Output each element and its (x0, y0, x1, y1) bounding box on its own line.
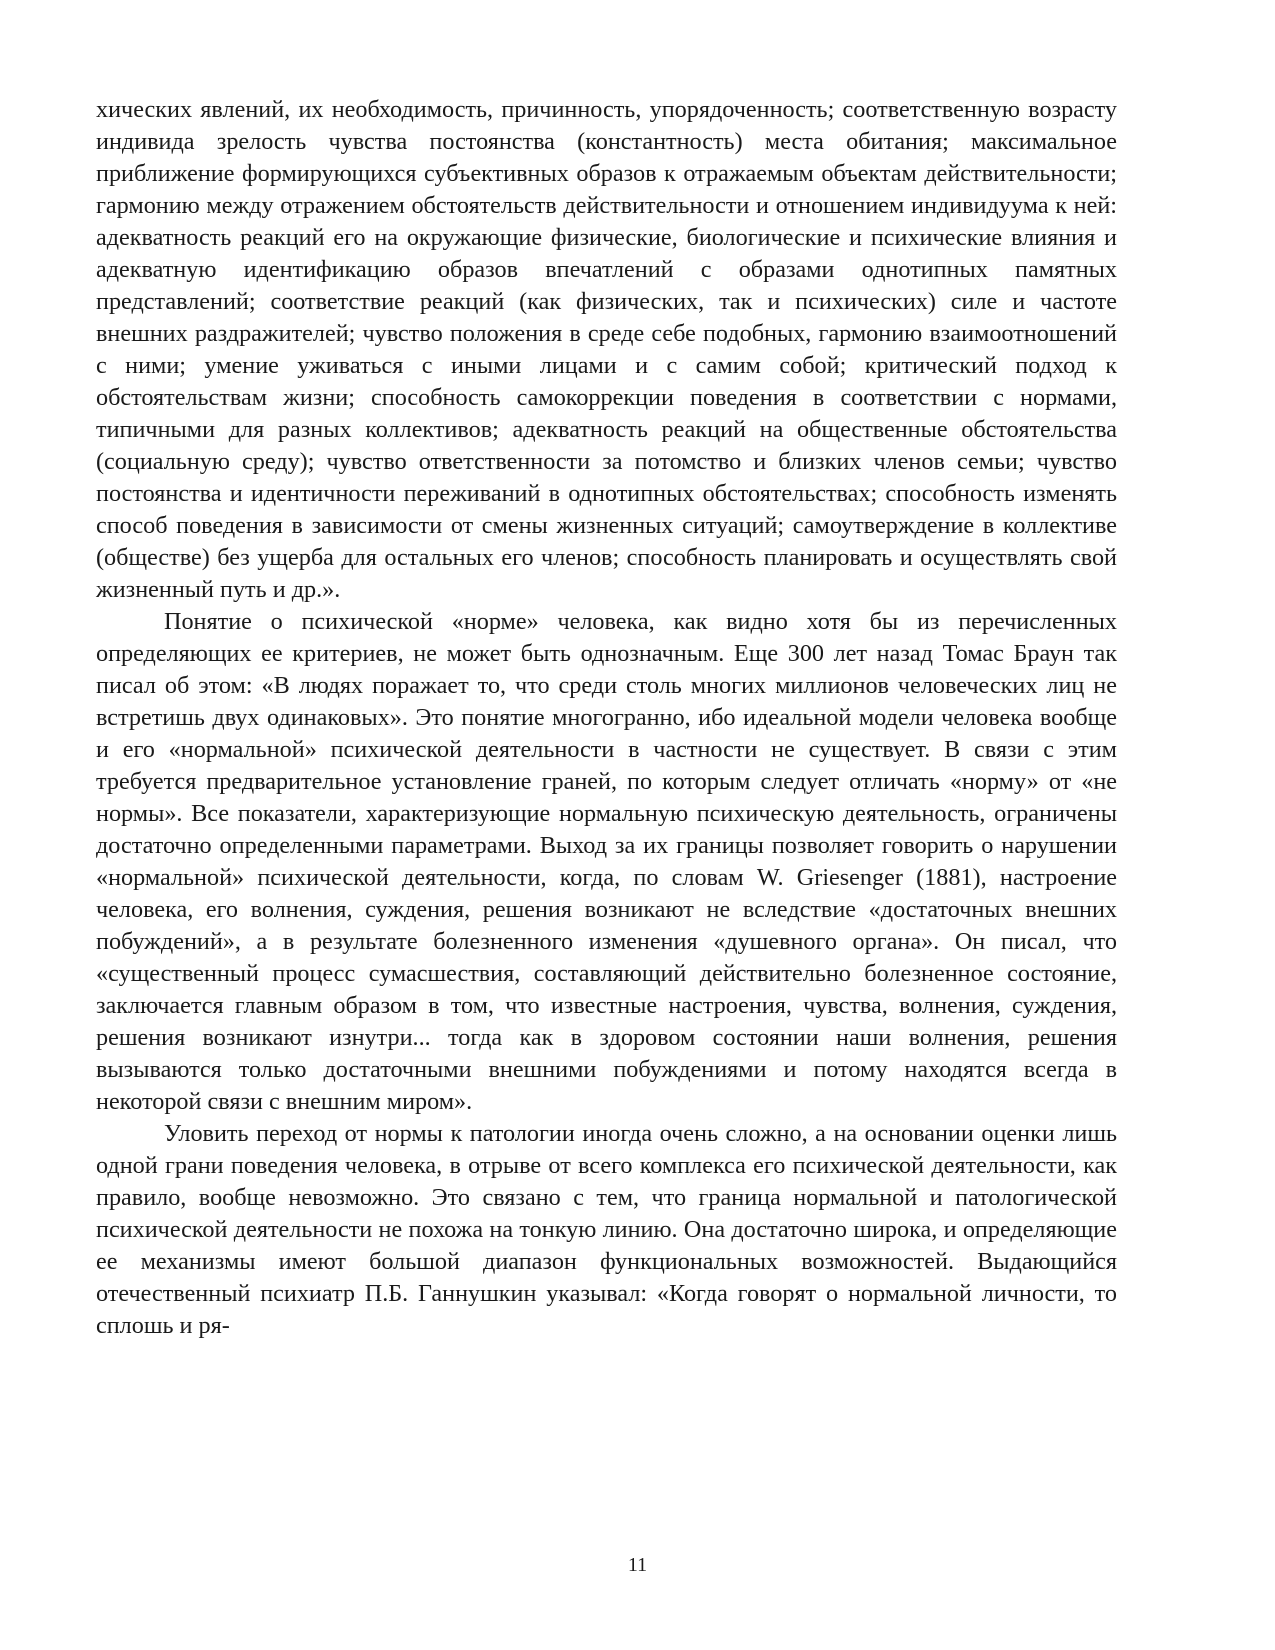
paragraph-norm-concept: Понятие о психической «норме» человека, как видно хотя бы из перечисленных определяющих ее критериев, не может быть однозначным. Еще 300 лет назад Томас Браун так писал об этом: «В людях поражает то, что среди столь многих миллионов человеческих лиц не встретишь двух одинаковых». Это понятие многогранно, ибо идеальной модели человека вообще и его «нормальной» психической деятельности в частности не существует. В связи с этим требуется предварительное установление граней, по которым следует отличать «норму» от «не нормы». Все показатели, характеризующие нормальную психическую деятельность, ограничены достаточно определенными параметрами. Выход за их границы позволяет говорить о нарушении «нормальной» психической деятельности, когда, по словам W. Griesenger (1881), настроение человека, его волнения, суждения, решения возникают не вследствие «достаточных внешних побуждений», а в результате болезненного изменения «душевного органа». Он писал, что «существенный процесс сумасшествия, составляющий действительно болезненное состояние, заключается главным образом в том, что известные настроения, чувства, волнения, суждения, решения возникают изнутри... тогда как в здоровом состоянии наши волнения, решения вызываются только достаточными внешними побуждениями и потому находятся всегда в некоторой связи с внешним миром». (96, 608, 1117, 1115)
page-number: 11 (627, 1554, 648, 1576)
paragraph-norm-pathology-transition: Уловить переход от нормы к патологии иногда очень сложно, а на основании оценки лишь одной грани поведения человека, в отрыве от всего комплекса его психической деятельности, как правило, вообще невозможно. Это связано с тем, что граница нормальной и патологической психической деятельности не похожа на тонкую линию. Она достаточно широка, и определяющие ее механизмы имеют большой диапазон функциональных возможностей. Выдающийся отечественный психиатр П.Б. Ганнушкин указывал: «Когда говорят о нормальной личности, то сплошь и ря- (96, 1120, 1117, 1339)
paragraph-criteria-continuation: хических явлений, их необходимость, причинность, упорядоченность; соответственную возрасту индивида зрелость чувства постоянства (константность) места обитания; максимальное приближение формирующихся субъективных образов к отражаемым объектам действительности; гармонию между отражением обстоятельств действительности и отношением индивидуума к ней: адекватность реакций его на окружающие физические, биологические и психические влияния и адекватную идентификацию образов впечатлений с образами однотипных памятных представлений; соответствие реакций (как физических, так и психических) силе и частоте внешних раздражителей; чувство положения в среде себе подобных, гармонию взаимоотношений с ними; умение уживаться с иными лицами и с самим собой; критический подход к обстоятельствам жизни; способность самокоррекции поведения в соответствии с нормами, типичными для разных коллективов; адекватность реакций на общественные обстоятельства (социальную среду); чувство ответственности за потомство и близких членов семьи; чувство постоянства и идентичности переживаний в однотипных обстоятельствах; способность изменять способ поведения в зависимости от смены жизненных ситуаций; самоутверждение в коллективе (обществе) без ущерба для остальных его членов; способность планировать и осуществлять свой жизненный путь и др.». (96, 96, 1117, 603)
document-page (96, 94, 1117, 1342)
